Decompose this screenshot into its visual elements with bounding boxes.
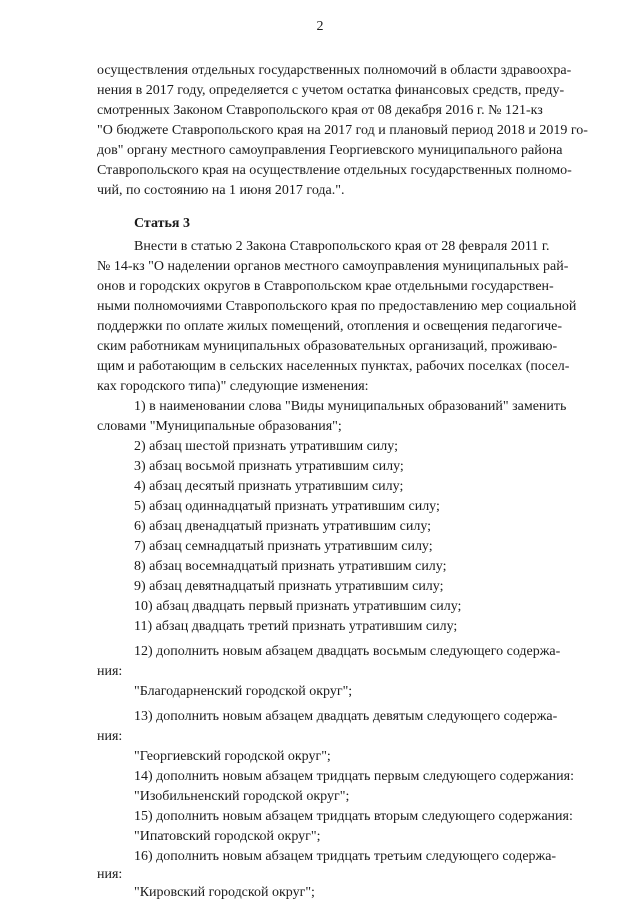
list-item: 12) дополнить новым абзацем двадцать восьмым следующего содержа- [134,644,561,659]
list-item: 1) в наименовании слова "Виды муниципальных образований" заменить [134,399,567,414]
quoted-text: "Благодарненский городской округ"; [134,684,353,699]
list-item: 3) абзац восьмой признать утратившим силу; [134,459,404,474]
quoted-text: "Кировский городской округ"; [134,885,315,900]
list-item: 14) дополнить новым абзацем тридцать первым следующего содержания: [134,769,574,784]
text-line: осуществления отдельных государственных полномочий в области здравоохра- [97,63,572,78]
text-line: поддержки по оплате жилых помещений, отопления и освещения педагогиче- [97,319,562,334]
text-line: № 14-кз "О наделении органов местного самоуправления муниципальных рай- [97,259,569,274]
quoted-text: "Ипатовский городской округ"; [134,829,321,844]
text-line: онов и городских округов в Ставропольском крае отдельными государствен- [97,279,554,294]
text-line: ными полномочиями Ставропольского края по предоставлению мер социальной [97,299,577,314]
list-item: 10) абзац двадцать первый признать утратившим силу; [134,599,462,614]
text-line: чий, по состоянию на 1 июня 2017 года.". [97,183,345,198]
page-number: 2 [316,19,324,34]
text-line: словами "Муниципальные образования"; [97,419,342,434]
list-item: 4) абзац десятый признать утратившим силу; [134,479,404,494]
list-item: 5) абзац одиннадцатый признать утратившим силу; [134,499,440,514]
text-line: ния: [97,867,123,882]
text-line: ния: [97,664,123,679]
list-item: 8) абзац восемнадцатый признать утратившим силу; [134,559,447,574]
text-line: смотренных Законом Ставропольского края от 08 декабря 2016 г. № 121-кз [97,103,543,118]
list-item: 16) дополнить новым абзацем тридцать третьим следующего содержа- [134,849,557,864]
list-item: 9) абзац девятнадцатый признать утратившим силу; [134,579,444,594]
quoted-text: "Георгиевский городской округ"; [134,749,331,764]
list-item: 11) абзац двадцать третий признать утратившим силу; [134,619,458,634]
text-line: нения в 2017 году, определяется с учетом остатка финансовых средств, преду- [97,83,565,98]
list-item: 7) абзац семнадцатый признать утратившим силу; [134,539,433,554]
text-line: ния: [97,729,123,744]
text-line: ским работникам муниципальных образовательных организаций, проживаю- [97,339,558,354]
text-line: Внести в статью 2 Закона Ставропольского края от 28 февраля 2011 г. [134,239,550,254]
text-line: "О бюджете Ставропольского края на 2017 год и плановый период 2018 и 2019 го- [97,123,588,138]
list-item: 13) дополнить новым абзацем двадцать девятым следующего содержа- [134,709,558,724]
text-line: щим и работающим в сельских населенных пунктах, рабочих поселках (посел- [97,359,570,374]
list-item: 15) дополнить новым абзацем тридцать вторым следующего содержания: [134,809,573,824]
list-item: 2) абзац шестой признать утратившим силу; [134,439,398,454]
text-line: дов" органу местного самоуправления Георгиевского муниципального района [97,143,563,158]
text-line: ках городского типа)" следующие изменения: [97,379,369,394]
quoted-text: "Изобильненский городской округ"; [134,789,350,804]
article-heading: Статья 3 [134,216,190,231]
text-line: Ставропольского края на осуществление отдельных государственных полномо- [97,163,572,178]
list-item: 6) абзац двенадцатый признать утратившим силу; [134,519,432,534]
